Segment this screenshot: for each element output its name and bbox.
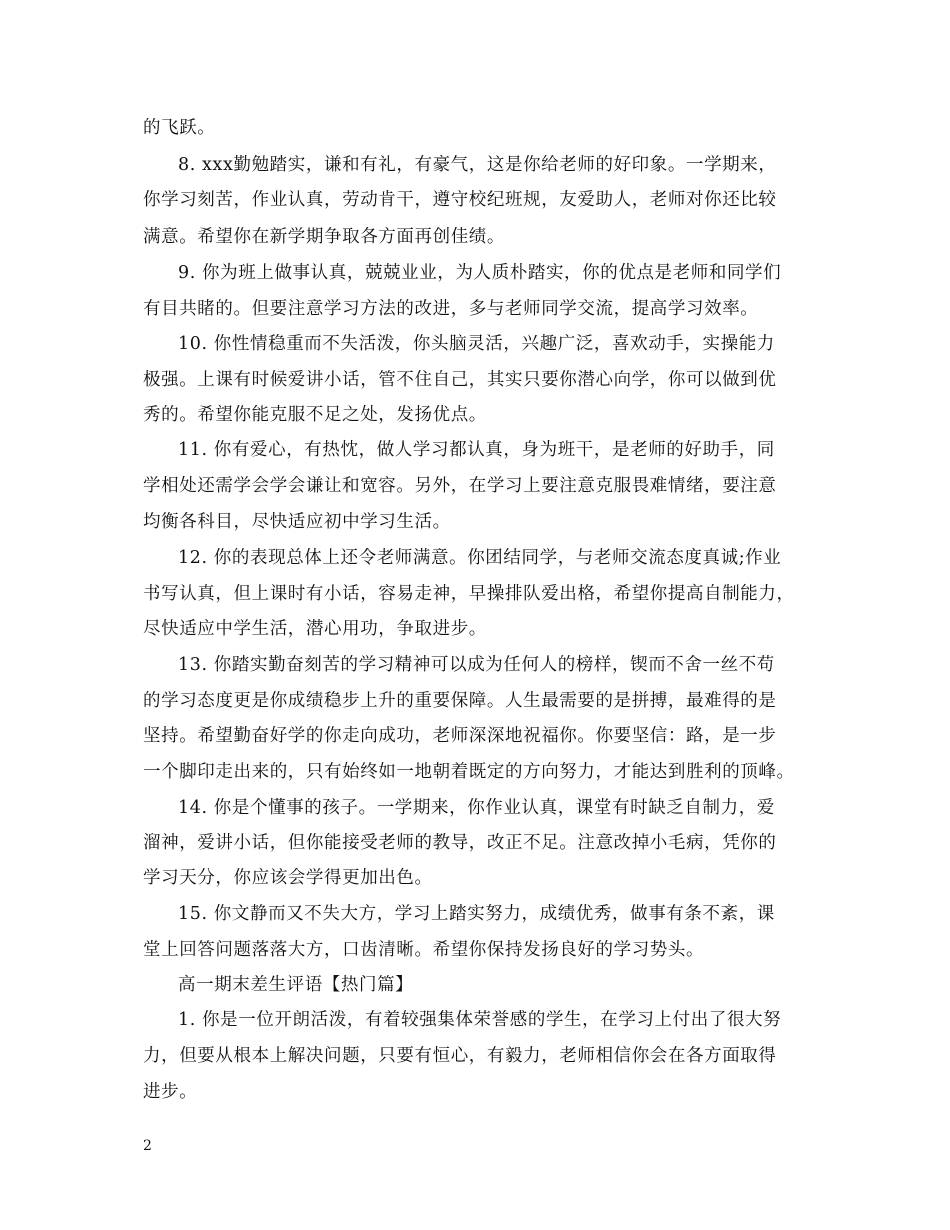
text-line: 学相处还需学会学会谦让和宽容。另外，在学习上要注意克服畏难情绪，要注意 — [143, 476, 777, 496]
text-line: 15. 你文静而又不失大方，学习上踏实努力，成绩优秀，做事有条不紊，课 — [178, 904, 775, 924]
text-line: 13. 你踏实勤奋刻苦的学习精神可以成为任何人的榜样，锲而不舍一丝不苟 — [178, 655, 775, 675]
text-line: 满意。希望你在新学期争取各方面再创佳绩。 — [143, 227, 505, 247]
text-line: 12. 你的表现总体上还令老师满意。你团结同学，与老师交流态度真诚;作业 — [178, 548, 782, 568]
text-line: 10. 你性情稳重而不失活泼，你头脑灵活，兴趣广泛，喜欢动手，实操能力 — [178, 334, 775, 354]
text-line: 14. 你是个懂事的孩子。一学期来，你作业认真，课堂有时缺乏自制力，爱 — [178, 798, 775, 818]
text-line: 坚持。希望勤奋好学的你走向成功，老师深深地祝福你。你要坚信：路，是一步 — [143, 726, 777, 746]
text-line: 的学习态度更是你成绩稳步上升的重要保障。人生最需要的是拼搏，最难得的是 — [143, 691, 777, 711]
text-line: 溜神，爱讲小话，但你能接受老师的教导，改正不足。注意改掉小毛病，凭你的 — [143, 833, 777, 853]
text-line: 均衡各科目，尽快适应初中学习生活。 — [143, 512, 451, 532]
text-line: 你学习刻苦，作业认真，劳动肯干，遵守校纪班规，友爱助人，老师对你还比较 — [143, 190, 777, 210]
text-line: 堂上回答问题落落大方，口齿清晰。希望你保持发扬良好的学习势头。 — [143, 940, 705, 960]
text-line: 有目共睹的。但要注意学习方法的改进，多与老师同学交流，提高学习效率。 — [143, 299, 759, 319]
section-heading: 高一期末差生评语【热门篇】 — [178, 975, 414, 995]
text-line: 9. 你为班上做事认真，兢兢业业，为人质朴踏实，你的优点是老师和同学们 — [178, 263, 782, 283]
text-line: 书写认真，但上课时有小话，容易走神，早操排队爱出格，希望你提高自制能力， — [143, 584, 795, 604]
text-line: 极强。上课有时候爱讲小话，管不住自己，其实只要你潜心向学，你可以做到优 — [143, 370, 777, 390]
text-line: 力，但要从根本上解决问题，只要有恒心，有毅力，老师相信你会在各方面取得 — [143, 1046, 777, 1066]
page-number: 2 — [143, 1138, 152, 1154]
text-line: 秀的。希望你能克服不足之处，发扬优点。 — [143, 405, 487, 425]
text-line: 尽快适应中学生活，潜心用功，争取进步。 — [143, 619, 487, 639]
text-line: 1. 你是一位开朗活泼，有着较强集体荣誉感的学生，在学习上付出了很大努 — [178, 1010, 782, 1030]
text-line: 一个脚印走出来的，只有始终如一地朝着既定的方向努力，才能达到胜利的顶峰。 — [143, 762, 795, 782]
text-line: 11. 你有爱心，有热忱，做人学习都认真，身为班干，是老师的好助手，同 — [178, 440, 775, 460]
text-line: 8. xxx勤勉踏实，谦和有礼，有豪气，这是你给老师的好印象。一学期来， — [178, 155, 777, 175]
text-line: 学习天分，你应该会学得更加出色。 — [143, 868, 433, 888]
text-line: 的飞跃。 — [143, 118, 216, 138]
text-line: 进步。 — [143, 1082, 198, 1102]
